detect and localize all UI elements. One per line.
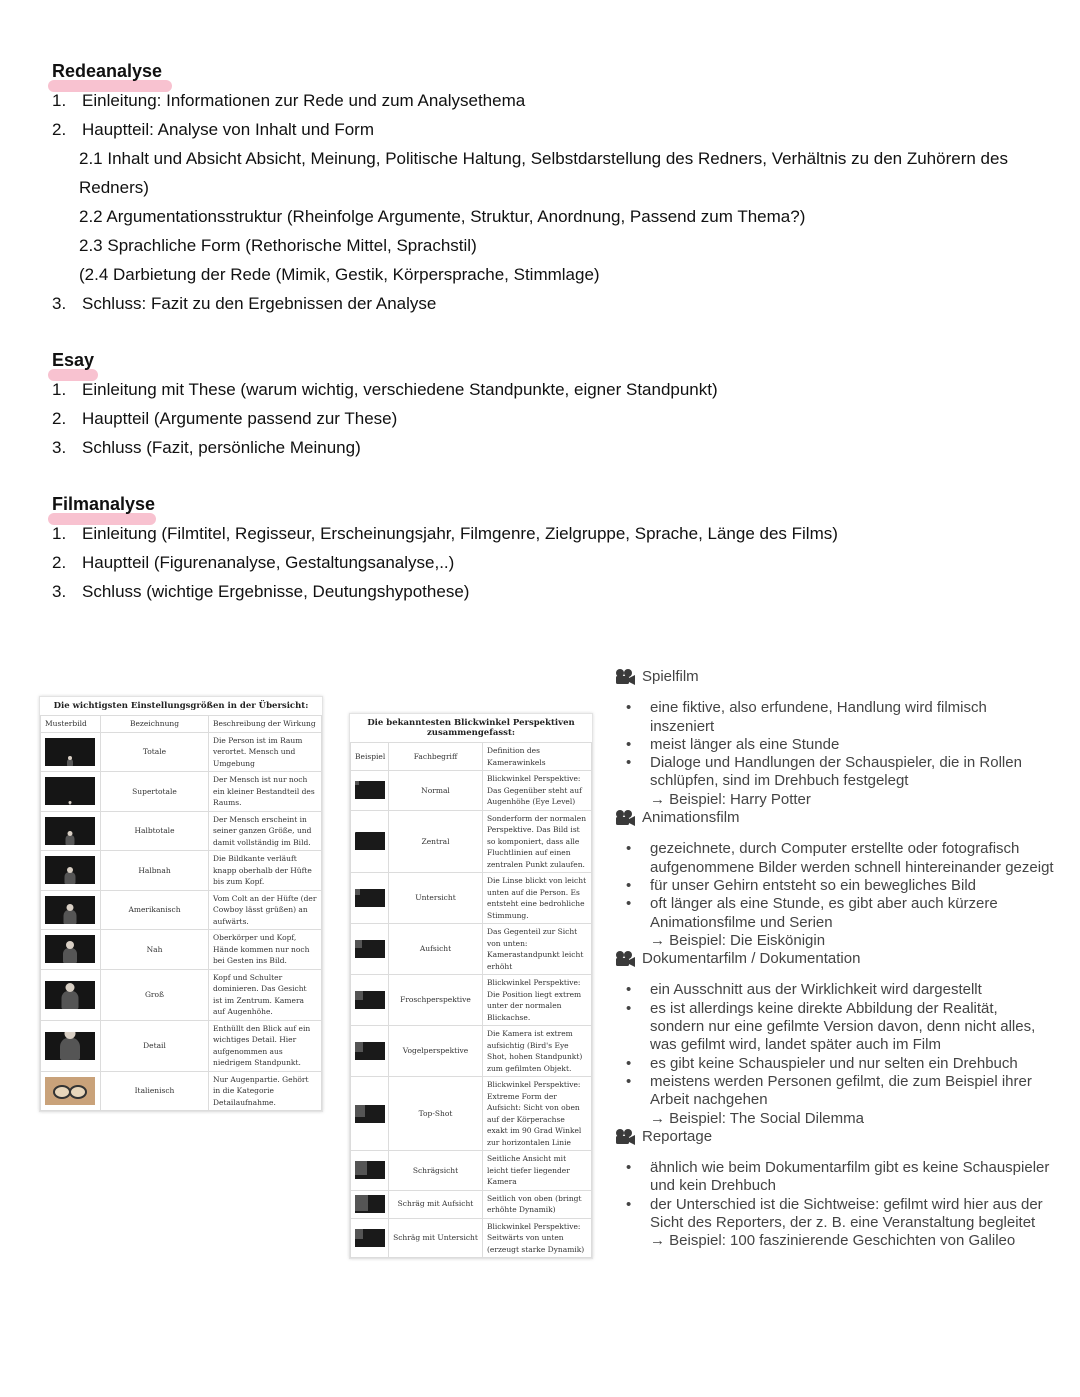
genre-block <box>614 668 1054 809</box>
bullet-item <box>614 699 1054 736</box>
term-cell: Amerikanisch <box>101 890 209 930</box>
example-image <box>45 1077 95 1105</box>
table-row <box>351 873 592 924</box>
movie-camera-icon <box>614 1128 636 1146</box>
description-cell: Die Linse blickt von leicht unten auf die Person. Es entsteht eine bedrohliche Stimmung. <box>483 873 592 924</box>
bullet-marker: • <box>626 895 632 913</box>
bullet-text: meist länger als eine Stunde <box>650 735 840 753</box>
bullet-text: oft länger als eine Stunde, es gibt aber auch kürzere Animationsfilme und Serien <box>650 895 998 931</box>
genre-title-text: Spielfilm <box>642 668 699 685</box>
bullet-item <box>614 1073 1054 1110</box>
movie-camera-icon <box>614 950 636 968</box>
thumbnail-cell <box>351 1218 389 1258</box>
bullet-marker: • <box>626 735 632 753</box>
bullet-item <box>614 1055 1054 1073</box>
description-cell: Die Person ist im Raum verortet. Mensch und Umgebung <box>209 732 322 772</box>
description-cell: Blickwinkel Perspektive: Das Gegenüber steht auf Augenhöhe (Eye Level) <box>483 771 592 811</box>
bullet-marker: • <box>626 754 632 772</box>
example-image <box>355 1161 385 1179</box>
bullet-text: Dialoge und Handlungen der Schauspieler, die in Rollen schlüpfen, sind im Drehbuch festgelegt <box>650 754 1022 790</box>
example-line: → Beispiel: Die Eiskönigin <box>650 931 826 949</box>
list-item: 1. Einleitung mit These (warum wichtig, verschiedene Standpunkte, eigner Standpunkt) <box>52 380 718 399</box>
table-row <box>41 811 322 851</box>
table-row <box>41 851 322 891</box>
list-item: 3. Schluss (wichtige Ergebnisse, Deutungshypothese) <box>52 582 470 601</box>
bullet-text: ein Ausschnitt aus der Wirklichkeit wird dargestellt <box>650 981 982 999</box>
shot-sizes-table <box>39 696 323 1112</box>
section-filmanalyse <box>52 493 1042 606</box>
table-row <box>351 1190 592 1218</box>
description-cell: Enthüllt den Blick auf ein wichtiges Detail. Hier aufgenommen aus niedrigem Standpunkt. <box>209 1020 322 1071</box>
genre-title-text: Dokumentarfilm / Dokumentation <box>642 950 861 968</box>
genre-block <box>614 950 1054 1128</box>
genre-title <box>614 950 1054 968</box>
section-title <box>52 349 94 371</box>
thumbnail-cell <box>41 851 101 891</box>
thumbnail-cell <box>351 1077 389 1151</box>
example-line: → Beispiel: 100 faszinierende Geschichten von Galileo <box>650 1232 1016 1250</box>
example-image <box>355 1042 385 1060</box>
section-redeanalyse <box>52 60 1042 318</box>
example-image <box>45 981 95 1009</box>
bullet-marker: • <box>626 1072 632 1090</box>
term-cell: Italienisch <box>101 1071 209 1111</box>
table-row <box>41 732 322 772</box>
example-image <box>355 1105 385 1123</box>
term-cell: Schräg mit Aufsicht <box>389 1190 483 1218</box>
column-header: Beschreibung der Wirkung <box>209 716 322 733</box>
term-cell: Groß <box>101 969 209 1020</box>
example-image <box>355 781 385 799</box>
bullet-item <box>614 754 1054 791</box>
example-image <box>45 856 95 884</box>
sub-item: 2.3 Sprachliche Form (Rethorische Mittel, Sprachstil) <box>79 236 477 255</box>
table-row <box>351 771 592 811</box>
table-row <box>351 810 592 873</box>
genre-title-text: Animationsfilm <box>642 809 740 827</box>
term-cell: Totale <box>101 732 209 772</box>
bullet-text: es ist allerdings keine direkte Abbildung der Realität, sondern nur eine gefilmte Version davon, denn nicht alles, was gefilmt wird, landet später auch im Film <box>650 999 1036 1054</box>
bullet-marker: • <box>626 840 632 858</box>
title-text: Redeanalyse <box>52 61 163 81</box>
bullet-text: ähnlich wie beim Dokumentarfilm gibt es keine Schauspieler und kein Drehbuch <box>650 1159 1050 1195</box>
term-cell: Zentral <box>389 810 483 873</box>
description-cell: Seitliche Ansicht mit leicht tiefer liegender Kamera <box>483 1151 592 1191</box>
table-row <box>41 1020 322 1071</box>
thumbnail-cell <box>351 1026 389 1077</box>
genre-block <box>614 1128 1054 1251</box>
table-row <box>41 890 322 930</box>
list-item: 2. Hauptteil (Figurenanalyse, Gestaltungsanalyse,..) <box>52 553 455 572</box>
description-cell: Nur Augenpartie. Gehört in die Kategorie Detailaufnahme. <box>209 1071 322 1111</box>
thumbnail-cell <box>351 975 389 1026</box>
column-header: Fachbegriff <box>389 743 483 771</box>
table-row <box>41 969 322 1020</box>
description-cell: Vom Colt an der Hüfte (der Cowboy lässt grüßen) an aufwärts. <box>209 890 322 930</box>
table-row <box>41 772 322 812</box>
genre-title <box>614 1128 1054 1146</box>
term-cell: Vogelperspektive <box>389 1026 483 1077</box>
highlight-marker <box>48 80 172 92</box>
genre-title-text: Reportage <box>642 1127 713 1145</box>
thumbnail-cell <box>41 1071 101 1111</box>
example-image <box>355 832 385 850</box>
list-item: 3. Schluss (Fazit, persönliche Meinung) <box>52 438 361 457</box>
thumbnail-cell <box>41 811 101 851</box>
thumbnail-cell <box>41 969 101 1020</box>
table-row <box>41 1071 322 1111</box>
bullet-marker: • <box>626 876 632 894</box>
highlight-marker <box>48 513 156 525</box>
example-image <box>45 817 95 845</box>
movie-camera-icon <box>614 668 636 686</box>
bullet-text: gezeichnete, durch Computer erstellte oder fotografisch aufgenommene Bilder werden schnell hintereinander gezeigt <box>650 840 1054 876</box>
table-row <box>41 930 322 970</box>
term-cell: Nah <box>101 930 209 970</box>
bullet-item <box>614 1159 1054 1196</box>
title-text: Filmanalyse <box>52 494 156 514</box>
description-cell: Blickwinkel Perspektive: Extreme Form der Aufsicht: Sicht von oben auf der Körperachse exakt im 90 Grad Winkel zur horizontalen Linie <box>483 1077 592 1151</box>
bullet-text: es gibt keine Schauspieler und nur selten ein Drehbuch <box>650 1054 1018 1072</box>
description-cell: Der Mensch ist nur noch ein kleiner Bestandteil des Raums. <box>209 772 322 812</box>
thumbnail-cell <box>41 930 101 970</box>
description-cell: Die Bildkante verläuft knapp oberhalb der Hüfte bis zum Kopf. <box>209 851 322 891</box>
bullet-marker: • <box>626 1054 632 1072</box>
genre-title <box>614 809 1054 827</box>
example-image <box>45 896 95 924</box>
term-cell: Top-Shot <box>389 1077 483 1151</box>
table-row <box>351 1026 592 1077</box>
example-image <box>45 935 95 963</box>
example-image <box>45 1032 95 1060</box>
thumbnail-cell <box>351 771 389 811</box>
bullet-text: meistens werden Personen gefilmt, die zum Beispiel ihrer Arbeit nachgehen <box>650 1072 1032 1109</box>
bullet-marker: • <box>626 1195 632 1213</box>
term-cell: Supertotale <box>101 772 209 812</box>
sub-item: (2.4 Darbietung der Rede (Mimik, Gestik, Körpersprache, Stimmlage) <box>79 265 600 284</box>
list-item: 1. Einleitung (Filmtitel, Regisseur, Erscheinungsjahr, Filmgenre, Zielgruppe, Sprache, Länge des Films) <box>52 524 838 543</box>
table-title: Die bekanntesten Blickwinkel Perspektiven zusammengefasst: <box>367 718 575 738</box>
description-cell: Sonderform der normalen Perspektive. Das Bild ist so komponiert, dass alle Fluchtlinien auf einen zentralen Punkt zulaufen. <box>483 810 592 873</box>
section-title <box>52 60 162 82</box>
camera-angles-table <box>349 713 593 1259</box>
term-cell: Schrägsicht <box>389 1151 483 1191</box>
term-cell: Halbtotale <box>101 811 209 851</box>
sub-item: 2.2 Argumentationsstruktur (Rheinfolge Argumente, Struktur, Anordnung, Passend zum Thema?) <box>79 207 806 226</box>
bullet-marker: • <box>626 981 632 999</box>
bullet-item <box>614 736 1054 754</box>
thumbnail-cell <box>351 810 389 873</box>
list-item: 2. Hauptteil (Argumente passend zur These) <box>52 409 398 428</box>
table-row <box>351 1077 592 1151</box>
example-line: → Beispiel: The Social Dilemma <box>650 1109 864 1127</box>
example-line: → Beispiel: Harry Potter <box>650 790 811 808</box>
thumbnail-cell <box>41 732 101 772</box>
title-text: Esay <box>52 350 95 370</box>
bullet-item <box>614 840 1054 877</box>
bullet-marker: • <box>626 999 632 1017</box>
thumbnail-cell <box>351 1151 389 1191</box>
thumbnail-cell <box>41 890 101 930</box>
thumbnail-cell <box>351 873 389 924</box>
column-header: Beispiel <box>351 743 389 771</box>
description-cell: Das Gegenteil zur Sicht von unten: Kamerastandpunkt leicht erhöht <box>483 924 592 975</box>
term-cell: Detail <box>101 1020 209 1071</box>
term-cell: Untersicht <box>389 873 483 924</box>
column-header: Musterbild <box>41 716 101 733</box>
term-cell: Halbnah <box>101 851 209 891</box>
table-row <box>351 1218 592 1258</box>
column-header: Bezeichnung <box>101 716 209 733</box>
example-image <box>355 940 385 958</box>
column-header: Definition des Kamerawinkels <box>483 743 592 771</box>
bullet-item <box>614 895 1054 932</box>
bullet-item <box>614 1000 1054 1055</box>
description-cell: Seitlich von oben (bringt erhöhte Dynamik) <box>483 1190 592 1218</box>
description-cell: Kopf und Schulter dominieren. Das Gesicht ist im Zentrum. Kamera auf Augenhöhe. <box>209 969 322 1020</box>
thumbnail-cell <box>351 924 389 975</box>
list-item: 3. Schluss: Fazit zu den Ergebnissen der Analyse <box>52 294 437 313</box>
term-cell: Aufsicht <box>389 924 483 975</box>
bullet-marker: • <box>626 699 632 717</box>
thumbnail-cell <box>41 772 101 812</box>
thumbnail-cell <box>41 1020 101 1071</box>
bullet-item <box>614 1196 1054 1233</box>
bullet-text: der Unterschied ist die Sichtweise: gefilmt wird hier aus der Sicht des Reporters, der z. B. eine Veranstaltung begleitet <box>650 1195 1043 1232</box>
genre-block <box>614 809 1054 950</box>
description-cell: Blickwinkel Perspektive: Seitwärts von unten (erzeugt starke Dynamik) <box>483 1218 592 1258</box>
table-title: Die wichtigsten Einstellungsgrößen in der Übersicht: <box>53 701 309 711</box>
description-cell: Oberkörper und Kopf, Hände kommen nur noch bei Gesten ins Bild. <box>209 930 322 970</box>
example-image <box>45 777 95 805</box>
movie-camera-icon <box>614 809 636 827</box>
example-image <box>355 991 385 1009</box>
section-essay <box>52 349 1042 462</box>
bullet-text: eine fiktive, also erfundene, Handlung wird filmisch inszeniert <box>650 699 987 735</box>
example-image <box>355 1229 385 1247</box>
description-cell: Blickwinkel Perspektive: Die Position liegt extrem unter der normalen Blickachse. <box>483 975 592 1026</box>
film-genres-list <box>614 668 1054 1251</box>
bullet-marker: • <box>626 1159 632 1177</box>
bullet-item <box>614 877 1054 895</box>
section-title <box>52 493 155 515</box>
bullet-text: für unser Gehirn entsteht so ein bewegliches Bild <box>650 876 977 894</box>
list-item: 1. Einleitung: Informationen zur Rede und zum Analysethema <box>52 91 526 110</box>
description-cell: Der Mensch erscheint in seiner ganzen Größe, und damit vollständig im Bild. <box>209 811 322 851</box>
example-image <box>45 738 95 766</box>
table-row <box>351 1151 592 1191</box>
example-image <box>355 889 385 907</box>
table-row <box>351 924 592 975</box>
term-cell: Froschperspektive <box>389 975 483 1026</box>
genre-title <box>614 668 1054 686</box>
term-cell: Schräg mit Untersicht <box>389 1218 483 1258</box>
term-cell: Normal <box>389 771 483 811</box>
example-image <box>355 1195 385 1213</box>
thumbnail-cell <box>351 1190 389 1218</box>
highlight-marker <box>48 369 98 381</box>
list-item: 2. Hauptteil: Analyse von Inhalt und Form <box>52 120 374 139</box>
table-row <box>351 975 592 1026</box>
description-cell: Die Kamera ist extrem aufsichtig (Bird's Eye Shot, hohen Standpunkt) zum gefilmten Objekt. <box>483 1026 592 1077</box>
sub-item: 2.1 Inhalt und Absicht Absicht, Meinung, Politische Haltung, Selbstdarstellung des Redners, Verhältnis zu den Zuhörern des Redners) <box>79 149 1008 197</box>
bullet-item <box>614 981 1054 999</box>
